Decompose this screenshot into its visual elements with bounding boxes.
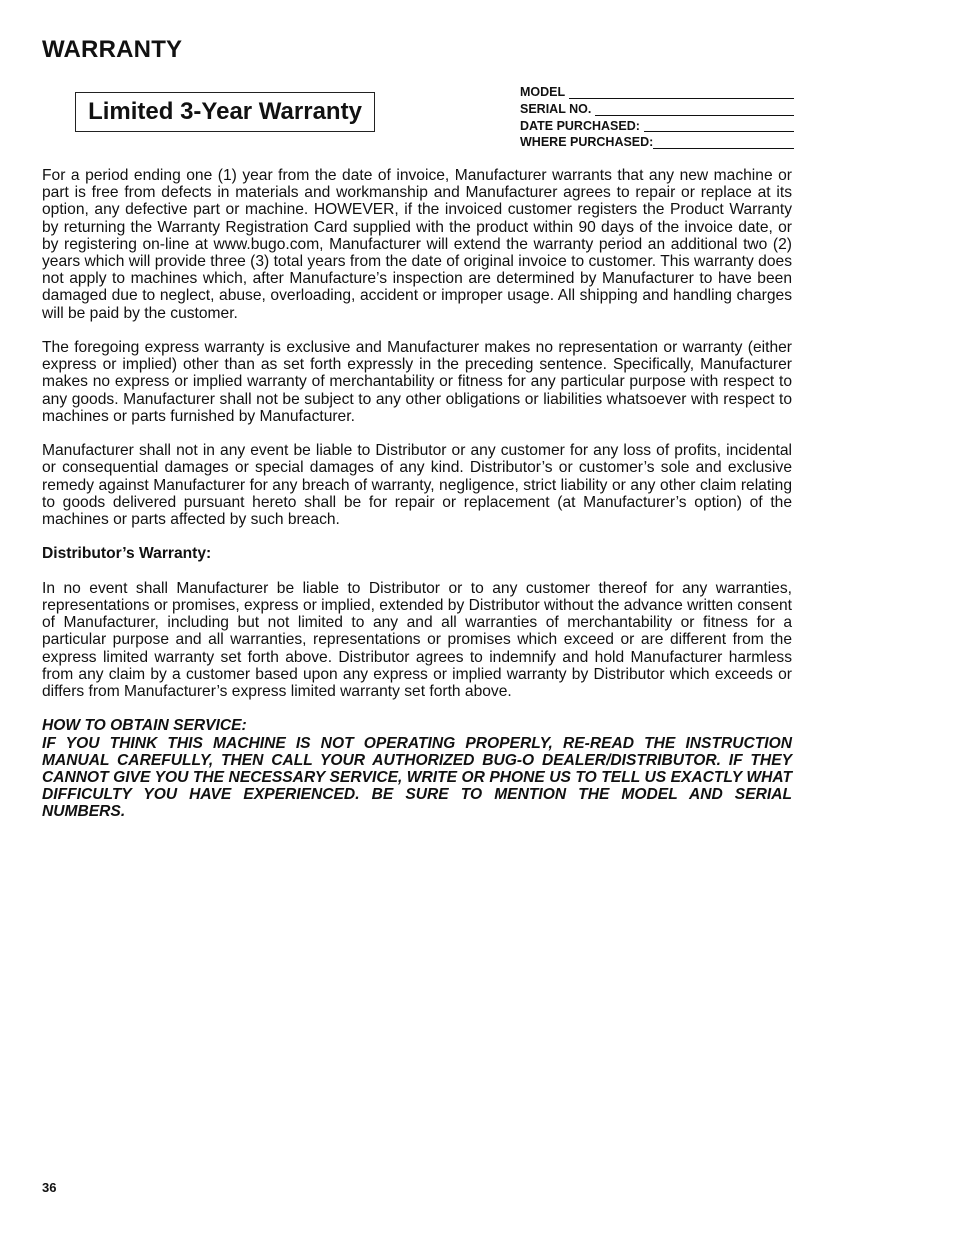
date-purchased-field[interactable] — [520, 118, 794, 135]
warranty-title-box: Limited 3-Year Warranty — [75, 92, 375, 132]
distributor-warranty-heading: Distributor’s Warranty: — [42, 545, 212, 563]
serial-field[interactable] — [520, 101, 794, 118]
registration-fields — [520, 84, 794, 151]
where-purchased-field[interactable] — [520, 134, 794, 151]
where-purchased-blank — [653, 137, 794, 149]
model-blank — [569, 87, 794, 99]
date-purchased-label: DATE PURCHASED: — [520, 118, 640, 133]
serial-blank — [595, 104, 794, 116]
model-field[interactable] — [520, 84, 794, 101]
warranty-paragraph-1: For a period ending one (1) year from the date of invoice, Manufacturer warrants that any new machine or part is free from defects in materials and workmanship and Manufacturer agrees to repair or replace at its option, any defective part or machine. HOWEVER, if the invoiced customer registers the Product Warranty by returning the Warranty Registration Card supplied with the product within 90 days of the invoice date, or by registering on-line at www.bugo.com, Manufacturer will extend the warranty period an additional two (2) years which will provide three (3) total years from the date of original invoice to customer. This warranty does not apply to machines which, after Manufacture’s inspection are determined by Manufacturer to have been damaged due to neglect, abuse, overloading, accident or improper usage. All shipping and handling charges will be paid by the customer. — [42, 167, 792, 322]
serial-label: SERIAL NO. — [520, 101, 592, 116]
where-purchased-label: WHERE PURCHASED: — [520, 135, 654, 150]
date-purchased-blank — [644, 120, 794, 132]
warranty-paragraph-2: The foregoing express warranty is exclusive and Manufacturer makes no representation or warranty (either express or implied) other than as set forth expressly in the preceding sentence. Specifically, Manufacturer makes no express or implied warranty of merchantability or fitness for any particular purpose with respect to any goods. Manufacturer shall not be subject to any other obligations or liabilities whatsoever with respect to machines or parts furnished by Manufacturer. — [42, 339, 792, 425]
page-title: WARRANTY — [42, 36, 183, 63]
service-instructions: IF YOU THINK THIS MACHINE IS NOT OPERATING PROPERLY, RE-READ THE INSTRUCTION MANUAL CAREFULLY, THEN CALL YOUR AUTHORIZED BUG-O DEALER/DISTRIBUTOR. IF THEY CANNOT GIVE YOU THE NECESSARY SERVICE, WRITE OR PHONE US TO TELL US EXACTLY WHAT DIFFICULTY YOU HAVE EXPERIENCED. BE SURE TO MENTION THE MODEL AND SERIAL NUMBERS. — [42, 734, 792, 821]
warranty-paragraph-3: Manufacturer shall not in any event be liable to Distributor or any customer for any loss of profits, incidental or consequential damages or special damages of any kind. Distributor’s or customer’s sole and exclusive remedy against Manufacturer for any breach of warranty, negligence, strict liability or any other claim relating to goods delivered pursuant hereto shall be for repair or replacement (at Manufacturer’s option) of the machines or parts affected by such breach. — [42, 442, 792, 529]
warranty-body — [42, 167, 792, 821]
model-label: MODEL — [520, 85, 566, 99]
page-number: 36 — [42, 1180, 57, 1195]
distributor-warranty-paragraph: In no event shall Manufacturer be liable to Distributor or to any customer thereof for any warranties, representations or promises, express or implied, extended by Distributor without the advance written consent of Manufacturer, including but not limited to any and all warranties of merchantability or fitness for a particular purpose and all warranties, representations or promises which exceed or are different from the express limited warranty set forth above. Distributor agrees to indemnify and hold Manufacturer harmless from any claim by a customer based upon any express or implied warranty by Distributor which exceeds or differs from Manufacturer’s express limited warranty set forth above. — [42, 579, 792, 701]
service-heading: HOW TO OBTAIN SERVICE: — [42, 717, 247, 735]
